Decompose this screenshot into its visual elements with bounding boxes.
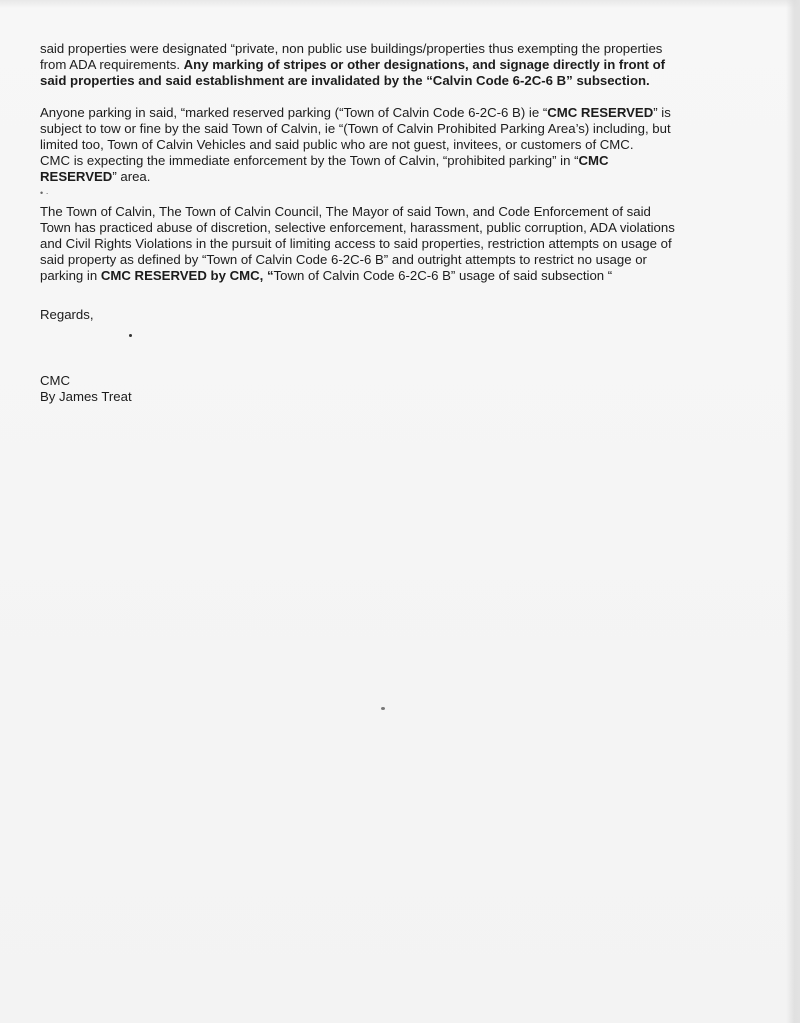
bold-text: CMC <box>578 153 609 168</box>
signature-by: By James Treat <box>40 389 132 404</box>
paragraph-line: said properties were designated “private, non public use buildings/properties thus exempting the properties <box>40 41 663 56</box>
letter-body <box>40 41 760 300</box>
bold-text: CMC RESERVED <box>547 105 654 120</box>
bold-text: RESERVED <box>40 169 113 184</box>
scan-top-edge <box>0 0 800 8</box>
paragraph-line: The Town of Calvin, The Town of Calvin Council, The Mayor of said Town, and Code Enforcement of said <box>40 204 651 219</box>
paragraph-line <box>40 169 760 185</box>
signature-name: CMC <box>40 373 71 388</box>
plain-text: from ADA requirements. <box>40 57 184 72</box>
bold-text: CMC RESERVED by CMC, “ <box>100 268 274 283</box>
paragraph-line: subject to tow or fine by the said Town of Calvin, ie “(Town of Calvin Prohibited Parking Area’s) including, but <box>40 121 671 136</box>
bold-text: Any marking of stripes or other designations, and signage directly in front of <box>183 57 666 72</box>
plain-text: Anyone parking in said, “marked reserved parking (“Town of Calvin Code 6-2C-6 B) ie “ <box>40 105 548 120</box>
paragraph-violations <box>40 204 760 284</box>
paragraph-ada-exemption <box>40 41 760 89</box>
paragraph-line: and Civil Rights Violations in the pursuit of limiting access to said properties, restriction attempts on usage of <box>40 236 672 251</box>
plain-text: CMC is expecting the immediate enforcement by the Town of Calvin, “prohibited parking” in “ <box>40 153 579 168</box>
paragraph-line <box>40 105 760 121</box>
plain-text: Town of Calvin Code 6-2C-6 B” usage of said subsection “ <box>273 268 613 283</box>
scan-right-edge <box>786 0 800 1023</box>
paragraph-line <box>40 57 760 73</box>
plain-text: parking in <box>40 268 101 283</box>
paragraph-line: said properties and said establishment are invalidated by the “Calvin Code 6-2C-6 B” subsection. <box>40 73 650 88</box>
paragraph-line <box>40 153 760 169</box>
plain-text: ” is <box>653 105 671 120</box>
paragraph-line: said property as defined by “Town of Calvin Code 6-2C-6 B” and outright attempts to restrict no usage or <box>40 252 647 267</box>
paragraph-line: limited too, Town of Calvin Vehicles and said public who are not guest, invitees, or customers of CMC. <box>40 137 634 152</box>
paragraph-line: Town has practiced abuse of discretion, selective enforcement, harassment, public corruption, ADA violations <box>40 220 675 235</box>
plain-text: ” area. <box>112 169 151 184</box>
stray-marks: • · <box>40 188 49 198</box>
paragraph-reserved-parking <box>40 105 760 185</box>
scan-speck <box>129 334 132 337</box>
signature-block <box>40 373 132 405</box>
closing-regards: Regards, <box>40 307 94 322</box>
paragraph-line <box>40 268 760 284</box>
scan-speck <box>381 707 385 710</box>
